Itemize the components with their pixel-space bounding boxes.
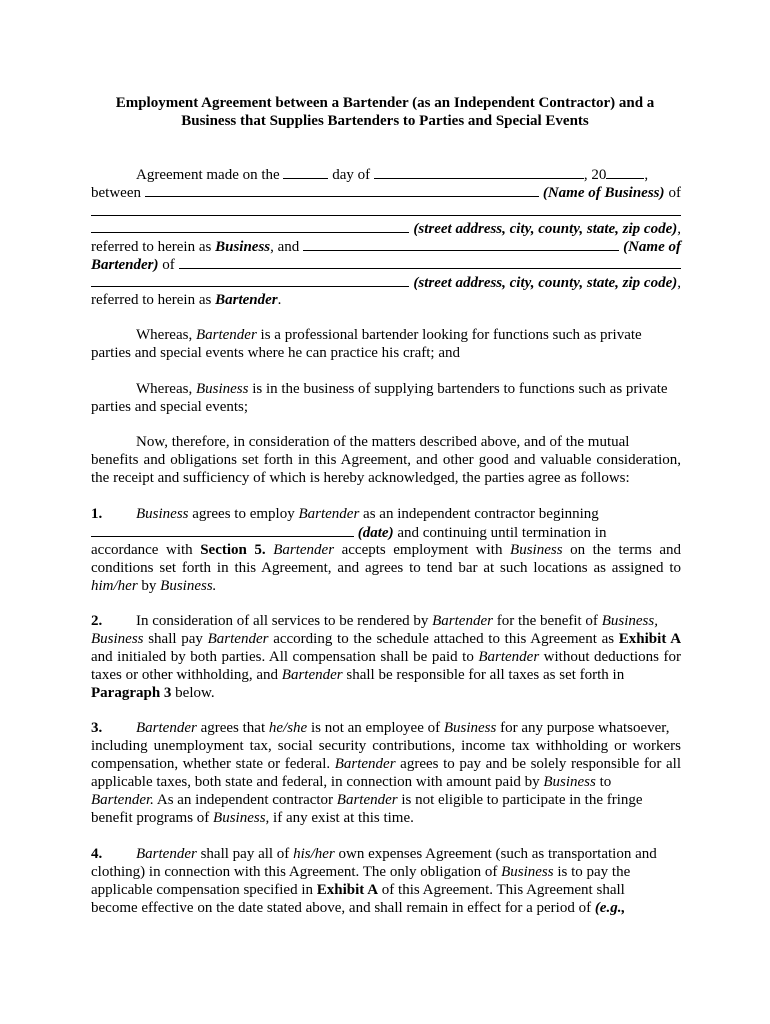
paragraph-3-line-1 [91,719,681,737]
section-5-ref: Section 5. [200,542,266,558]
business-address-blank[interactable] [91,219,409,233]
paragraph-3-line-3 [91,755,681,773]
business-address-blank-line[interactable] [91,215,681,216]
p2-text: shall pay [148,631,203,647]
between-text: between [91,185,141,201]
whereas-2-line-1 [136,380,681,398]
bartender-term: Bartender [334,756,396,772]
bartender-term: Bartender [281,667,343,683]
exhibit-a-ref: Exhibit A [618,631,682,647]
bartender-term: Bartender [478,649,540,665]
p3-text: As an independent contractor [156,792,334,808]
p3-text: for any purpose whatsoever, [500,720,670,736]
start-date-blank[interactable] [91,523,354,537]
bartender-term: Bartender [215,292,278,308]
bartender-address-label: (street address, city, county, state, zip code) [413,275,678,291]
p2-text: In consideration of all services to be rendered by [136,613,429,629]
date-label: (date) [357,525,394,541]
year-suffix-text: , [644,167,649,183]
preamble-line-3 [91,219,681,238]
p4-text: applicable compensation specified in [91,882,314,898]
p3-text: to [599,774,612,790]
business-term: Business [136,506,189,522]
bartender-term: Bartender. [91,792,154,808]
whereas-2-text: is in the business of supplying bartenders to functions such as private [252,381,668,397]
document-title-line-2: Business that Supplies Bartenders to Parties and Special Events [181,113,589,129]
paragraph-2-line-3 [91,648,681,666]
whereas-1-line-1 [136,326,681,344]
preamble-line-2 [91,183,681,202]
whereas-text: Whereas, [136,381,193,397]
business-term: Business [195,381,249,397]
p2-text: according to the schedule attached to this Agreement as [273,631,615,647]
name-of-business-label: (Name of Business) [542,185,665,201]
preamble-line-5 [91,255,681,274]
comma-text-2: , [677,275,681,291]
p2-text: and initialed by both parties. All compensation shall be paid to [91,649,474,665]
business-term: Business [215,239,271,255]
business-term: Business [543,774,596,790]
p3-text: agrees to pay and be solely responsible for all [400,756,682,772]
p4-text: become effective on the date stated above, and shall remain in effect for a period of [91,900,592,916]
p3-text: compensation, whether state or federal. [91,756,331,772]
p1-text: accordance with [91,542,193,558]
business-term: Business. [160,578,217,594]
bartender-term: Bartender [207,631,269,647]
p2-text: for the benefit of [496,613,598,629]
paragraph-2-line-4 [91,666,681,684]
bartender-address-blank-2[interactable] [91,273,409,287]
business-name-blank[interactable] [145,183,539,197]
p1-text: and continuing until termination in [397,525,607,541]
document-title-line-1: Employment Agreement between a Bartender (as an Independent Contractor) and a [115,95,655,111]
paragraph-1-line-5 [91,577,681,595]
bartender-term: Bartender [336,792,398,808]
paragraph-1-line-2 [91,523,681,542]
paragraph-2-number: 2. [91,613,103,629]
p3-text: if any exist at this time. [273,810,414,826]
referred-as-bartender-text: referred to herein as [91,292,212,308]
p4-text: shall pay all of [200,846,290,862]
paragraph-3-ref: Paragraph 3 [91,685,172,701]
paragraph-4-line-2 [91,863,681,881]
bartender-term: Bartender [298,506,360,522]
referred-as-text: referred to herein as [91,239,212,255]
day-of-text: day of [332,167,371,183]
example-label: (e.g., [594,900,626,916]
whereas-1-text: is a professional bartender looking for functions such as private [260,327,642,343]
and-text: , and [270,239,300,255]
exhibit-a-ref: Exhibit A [316,882,379,898]
business-term: Business [443,720,497,736]
p4-text: clothing) in connection with this Agreement. The only obligation of [91,864,498,880]
whereas-text: Whereas, [136,327,193,343]
paragraph-3-line-5 [91,791,681,809]
bartender-term: Bartender [136,720,197,736]
p4-text: is to pay the [557,864,631,880]
preamble-line-1 [136,165,681,184]
now-therefore-line-3: the receipt and sufficiency of which is hereby acknowledged, the parties agree as follows: [91,470,630,486]
paragraph-4-number: 4. [91,846,103,862]
p1-text: as an independent contractor beginning [363,506,599,522]
p2-text: shall be responsible for all taxes as set forth in [346,667,625,683]
p3-text: agrees that [200,720,266,736]
now-therefore-line-1: Now, therefore, in consideration of the matters described above, and of the mutual [136,434,630,450]
year-prefix-text: , 20 [583,167,607,183]
period-text: . [277,292,282,308]
paragraph-1-line-3 [91,541,681,559]
p4-text: of this Agreement. This Agreement shall [381,882,625,898]
year-blank[interactable] [606,165,644,179]
whereas-2-line-2: parties and special events; [91,399,249,415]
name-of-bartender-label-cont: Bartender) [91,257,159,273]
paragraph-2-line-1 [91,612,681,630]
p1-text: by [141,578,157,594]
bartender-of-text: of [162,257,175,273]
paragraph-1-number: 1. [91,506,103,522]
of-text: of [668,185,681,201]
p1-text: on the terms and [570,542,682,558]
p4-text: own expenses Agreement (such as transportation and [338,846,657,862]
paragraph-3-number: 3. [91,720,103,736]
business-term: Business [91,631,144,647]
bartender-term: Bartender [136,846,197,862]
preamble-line-6 [91,273,681,292]
p2-text: below. [175,685,215,701]
his-her-term: his/her [293,846,335,862]
p3-text: applicable taxes, both state and federal, in connection with amount paid by [91,774,540,790]
paragraph-1-line-4: conditions set forth in this Agreement, and agrees to tend bar at such locations as assigned to [91,560,681,576]
preamble-line-4 [91,237,681,256]
p1-text: accepts employment with [341,542,503,558]
paragraph-3-line-2: including unemployment tax, social security contributions, income tax withholding or workers [91,738,681,754]
agreement-made-on-text: Agreement made on the [136,167,280,183]
business-term: Business [510,542,563,558]
business-term: Business, [601,613,658,629]
paragraph-1-line-1 [91,505,681,523]
he-she-term: he/she [268,720,308,736]
p3-text: benefit programs of [91,810,210,826]
bartender-term: Bartender [273,542,335,558]
whereas-1-line-2: parties and special events where he can practice his craft; and [91,345,460,361]
business-term: Business [501,864,554,880]
bartender-address-blank-1[interactable] [179,255,681,269]
preamble-line-7 [91,291,681,309]
bartender-term: Bartender [195,327,257,343]
month-blank[interactable] [374,165,584,179]
p3-text: is not eligible to participate in the fringe [401,792,643,808]
bartender-term: Bartender [432,613,493,629]
paragraph-4-line-1 [91,845,681,863]
paragraph-3-line-4 [91,773,681,791]
paragraph-2-line-2 [91,630,681,648]
paragraph-4-line-3 [91,881,681,899]
paragraph-4-line-4 [91,899,681,917]
bartender-name-blank[interactable] [303,237,619,251]
business-address-label: (street address, city, county, state, zip code) [413,221,678,237]
him-her-term: him/her [91,578,138,594]
paragraph-2-line-5 [91,684,681,702]
comma-text: , [677,221,681,237]
day-blank[interactable] [283,165,328,179]
p3-text: is not an employee of [310,720,441,736]
p1-text: agrees to employ [192,506,295,522]
p2-text: without deductions for [543,649,681,665]
p2-text: taxes or other withholding, and [91,667,279,683]
paragraph-3-line-6 [91,809,681,827]
now-therefore-line-2: benefits and obligations set forth in this Agreement, and other good and valuable consideration, [91,452,681,468]
name-of-bartender-label: (Name of [623,239,681,255]
business-term: Business, [213,810,270,826]
